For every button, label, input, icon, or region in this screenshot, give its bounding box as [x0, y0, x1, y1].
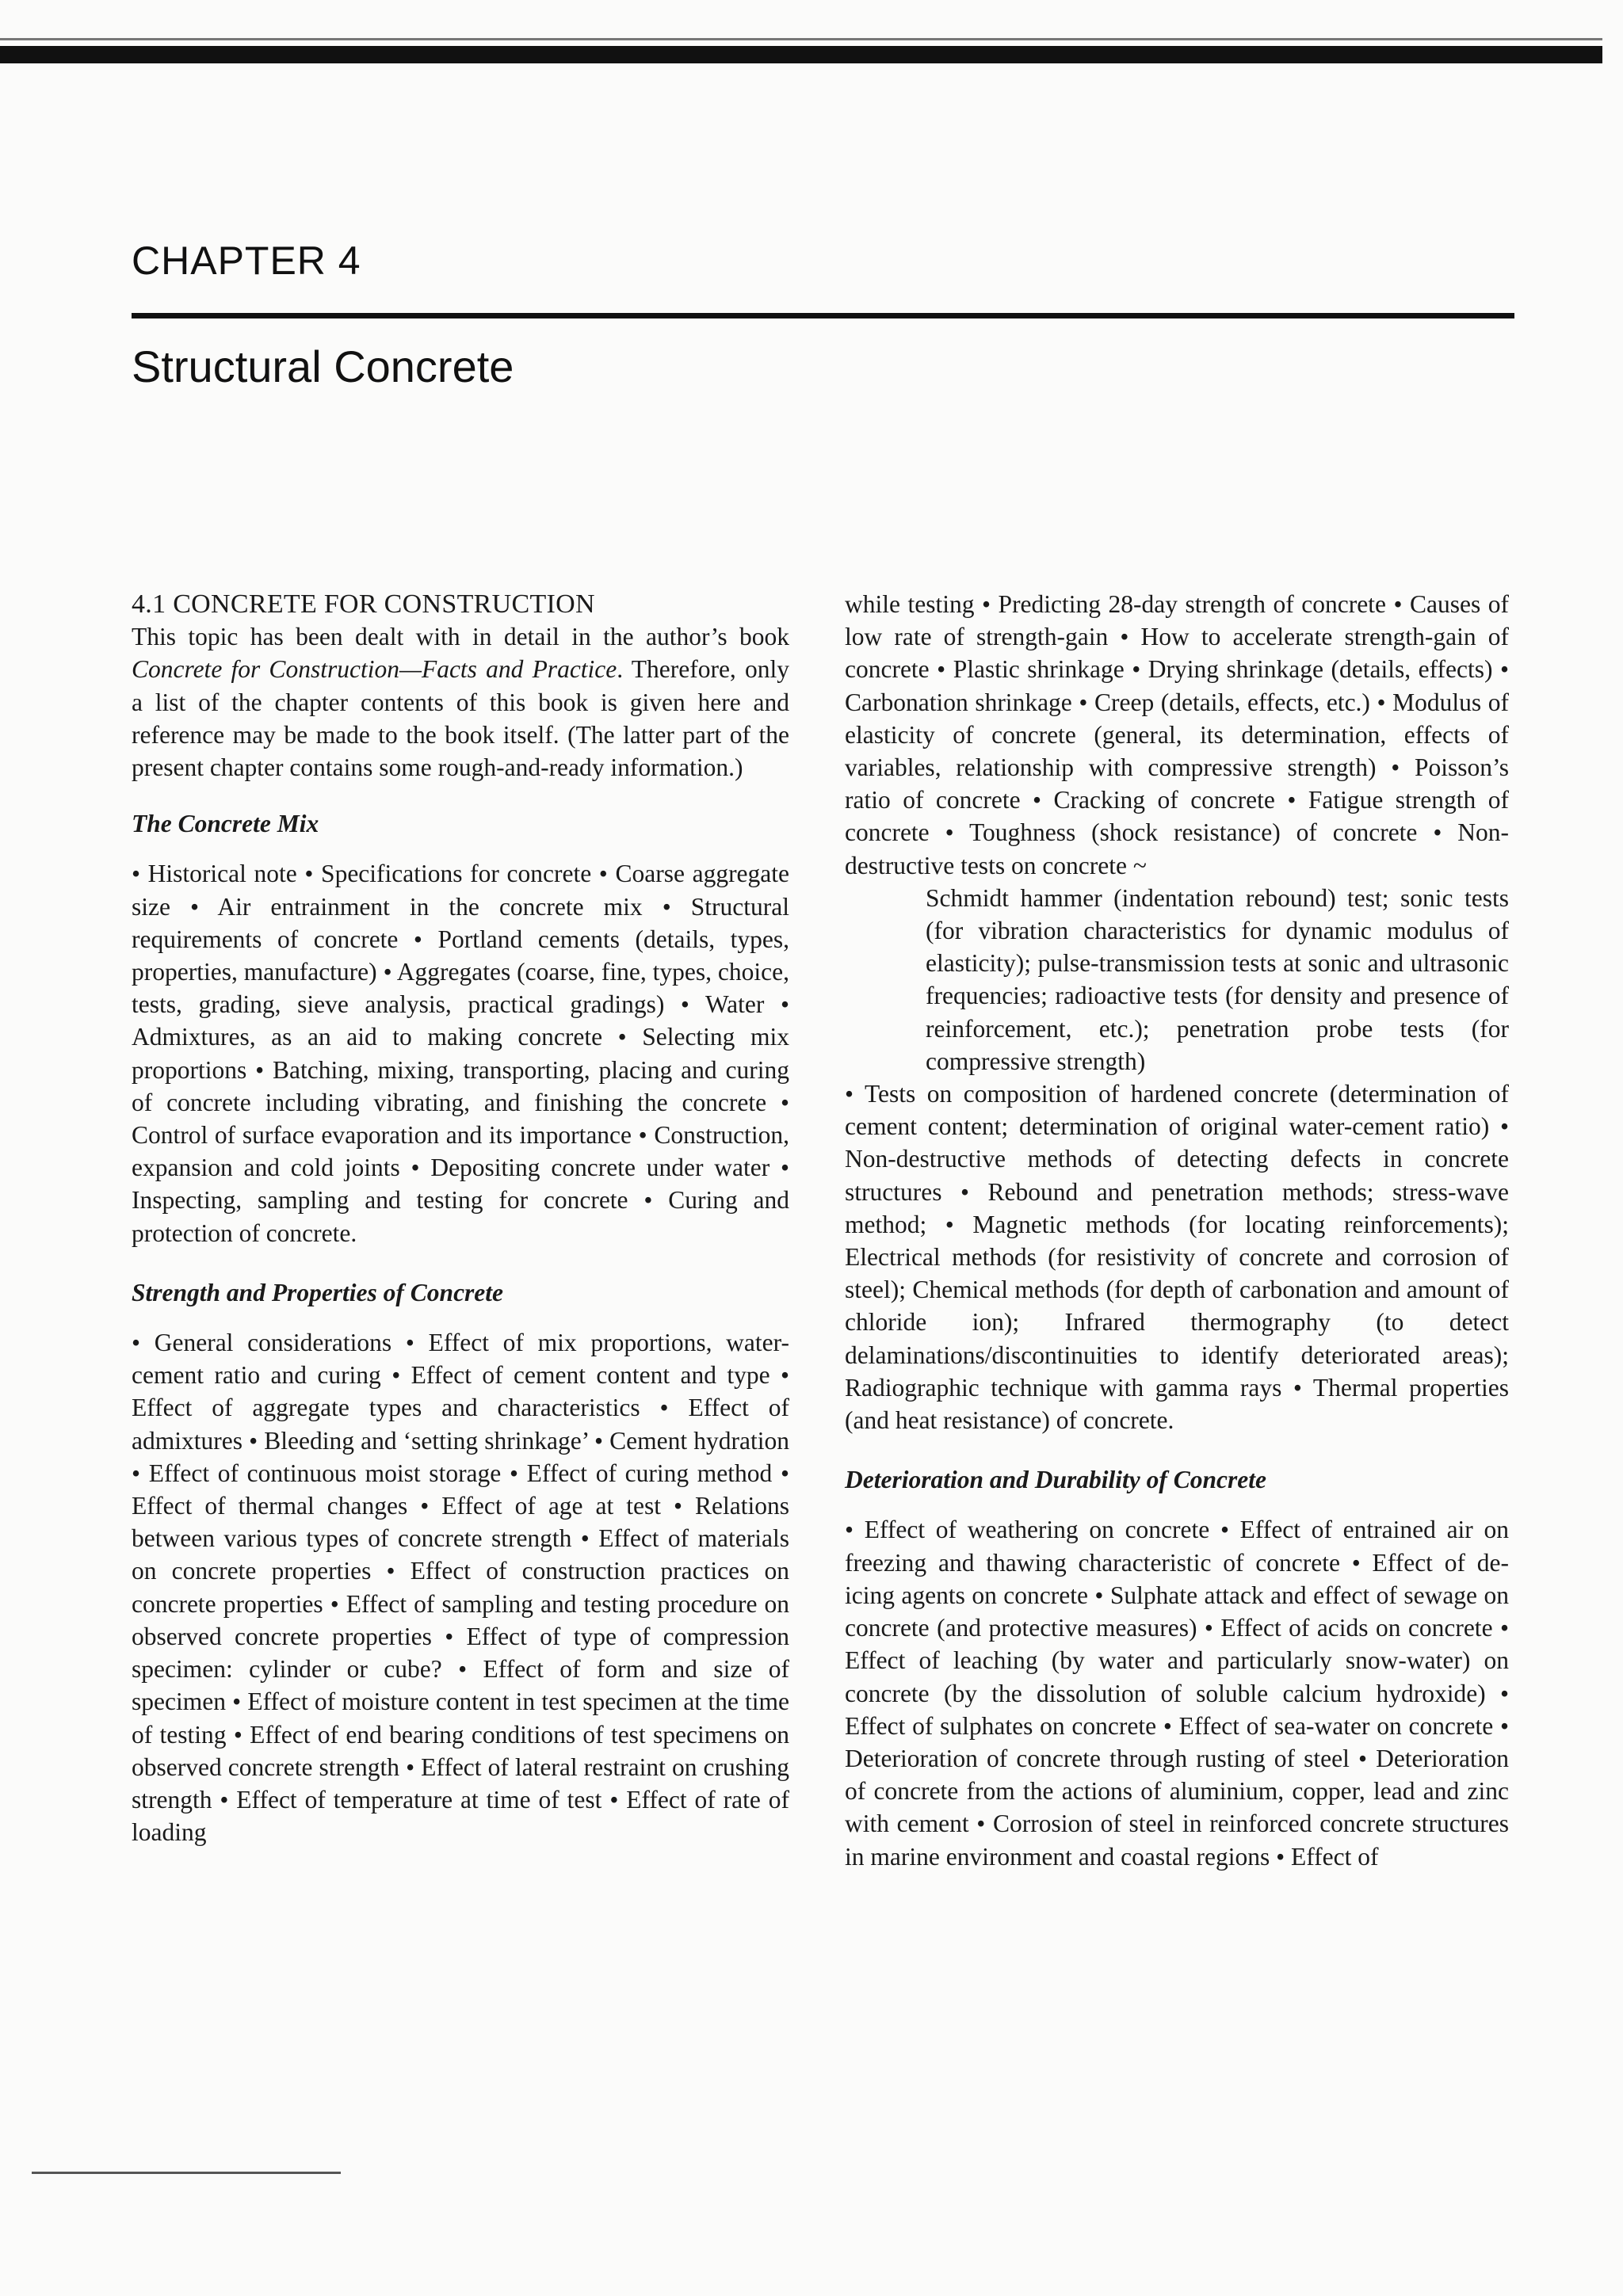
chapter-label: CHAPTER 4 — [132, 238, 361, 283]
concrete-mix-text: • Historical note • Specifications for concrete • Coarse aggregate size • Air entrainment in the concrete mix • Structural requirements of concrete • Portland cements (details, types, properties, manufacture) • Aggregates (coarse, fine, types, choice, tests, grading, sieve analysis, practical gradings) • Water • Admixtures, as an aid to making concrete • Selecting mix proportions • Batching, mixing, transporting, placing and curing of concrete including vibrating, and finishing the concrete • Control of surface evaporation and its importance • Construction, expansion and cold joints • Depositing concrete under water • Inspecting, sampling and testing for concrete • Curing and protection of concrete. — [132, 860, 789, 1247]
strength-after-list-text: • Tests on composition of hardened concrete (determination of cement content; determination of original water-cement ratio) • Non-destructive methods of detecting defects in concrete structures • Rebound and penetration methods; stress-wave method; • Magnetic methods (for locating reinforcements); Electrical methods (for resistivity of concrete and corrosion of steel); Chemical methods (for depth of carbonation and amount of chloride ion); Infrared thermography (to detect delaminations/discontinuities to identify deteriorated areas); Radiographic technique with gamma rays • Thermal properties (and heat resistance) of concrete. — [845, 1080, 1509, 1435]
deterioration-heading: Deterioration and Durability of Concrete — [845, 1466, 1267, 1494]
concrete-mix-heading: The Concrete Mix — [132, 810, 319, 838]
strength-heading: Strength and Properties of Concrete — [132, 1278, 504, 1306]
section-heading: 4.1 CONCRETE FOR CONSTRUCTION — [132, 589, 595, 619]
chapter-title: Structural Concrete — [132, 341, 514, 391]
chapter-divider — [132, 313, 1514, 318]
intro-paragraph — [132, 620, 789, 784]
intro-text-2: . Therefore, only a list of the chapter contents of this book is given here and reference may be made to the book itself. (The latter part of the present chapter contains some rough-and-ready information.) — [132, 655, 789, 782]
strength-text: • General considerations • Effect of mix proportions, water-cement ratio and curing • Effect of cement content and type • Effect of aggregate types and characteristics • Effect of admixtures • Bleeding and ‘setting shrinkage’ • Cement hydration • Effect of continuous moist storage • Effect of curing method • Effect of thermal changes • Effect of age at test • Relations between various types of concrete strength • Effect of materials on concrete properties • Effect of construction practices on concrete properties • Effect of sampling and testing procedure on observed concrete properties • Effect of type of compression specimen: cylinder or cube? • Effect of form and size of specimen • Effect of moisture content in test specimen at the time of testing • Effect of end bearing conditions of test specimens on observed concrete strength • Effect of lateral restraint on crushing strength • Effect of temperature at time of test • Effect of rate of loading — [132, 1329, 789, 1847]
strength-continued-text: while testing • Predicting 28-day strength of concrete • Causes of low rate of strength-gain • How to accelerate strength-gain of concrete • Plastic shrinkage • Drying shrinkage (details, effects) • Carbonation shrinkage • Creep (details, effects, etc.) • Modulus of elasticity of concrete (general, its determination, effects of variables, relationship with compressive strength) • Poisson’s ratio of concrete • Cracking of concrete • Fatigue strength of concrete • Toughness (shock resistance) of concrete • Non-destructive tests on concrete ~ — [845, 590, 1509, 879]
intro-text-1: This topic has been dealt with in detail in the author’s book — [132, 623, 789, 651]
ndt-test-list: Schmidt hammer (indentation rebound) test; sonic tests (for vibration characteristics for dynamic modulus of elasticity); pulse-transmission tests at sonic and ultrasonic frequencies; radioactive tests (for density and presence of reinforcement, etc.); penetration probe tests (for compressive strength) — [926, 883, 1509, 1075]
top-scan-rule-thin — [0, 38, 1602, 40]
right-column — [845, 588, 1509, 1873]
bottom-scan-rule — [32, 2172, 341, 2174]
left-column — [132, 588, 789, 1848]
deterioration-text: • Effect of weathering on concrete • Effect of entrained air on freezing and thawing characteristic of concrete • Effect of de-icing agents on concrete • Sulphate attack and effect of sewage on concrete (and protective measures) • Effect of acids on concrete • Effect of leaching (by water and particularly snow-water) on concrete (by the dissolution of soluble calcium hydroxide) • Effect of sulphates on concrete • Effect of sea-water on concrete • Deterioration of concrete through rusting of steel • Deterioration of concrete from the actions of aluminium, copper, lead and zinc with cement • Corrosion of steel in reinforced concrete structures in marine environment and coastal regions • Effect of — [845, 1516, 1509, 1871]
top-scan-rule — [0, 46, 1602, 63]
book-title: Concrete for Construction—Facts and Practice — [132, 655, 617, 684]
